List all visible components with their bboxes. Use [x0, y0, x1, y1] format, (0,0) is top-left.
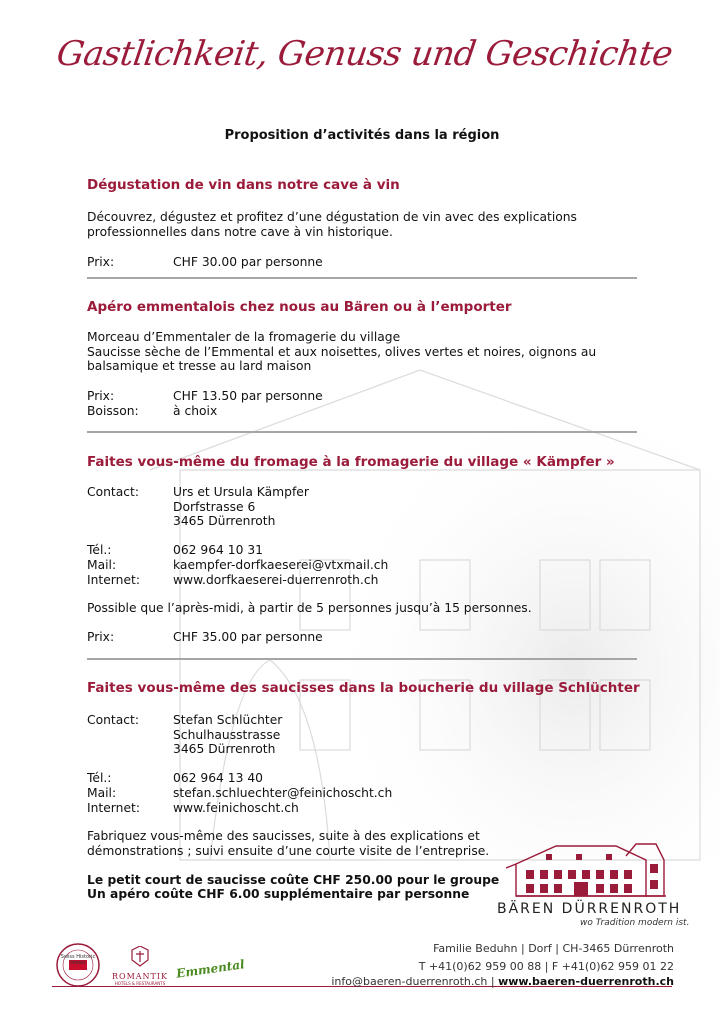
mail-label: Mail:	[87, 557, 117, 572]
drink-row	[87, 404, 637, 419]
contact-address-row	[87, 500, 637, 515]
section-apero	[87, 299, 637, 419]
price-label: Prix:	[87, 255, 115, 270]
section-title: Dégustation de vin dans notre cave à vin	[87, 177, 400, 193]
contact-street: Schulhausstrasse	[173, 727, 281, 742]
description-line: Fabriquez vous-même des saucisses, suite à des explications et	[87, 829, 480, 844]
contact-address-row	[87, 728, 637, 743]
apero-price-line: Un apéro coûte CHF 6.00 supplémentaire par personne	[87, 887, 470, 902]
web-label: Internet:	[87, 800, 140, 815]
mail-row	[87, 786, 637, 801]
tel-row	[87, 771, 637, 786]
contact-name: Stefan Schlüchter	[173, 713, 283, 727]
footer-email-link[interactable]: info@baeren-duerrenroth.ch	[331, 975, 488, 988]
contact-city-row	[87, 742, 637, 757]
section-title: Faites vous-même du fromage à la fromagerie du village « Kämpfer »	[87, 454, 615, 470]
contact-row	[87, 485, 637, 500]
swiss-historic-label: Swiss Historic Hotels	[60, 954, 96, 966]
drink-label: Boisson:	[87, 403, 139, 418]
group-price-line: Le petit court de saucisse coûte CHF 250.00 pour le groupe	[87, 872, 500, 887]
web-row	[87, 801, 637, 816]
brand-slogan: wo Tradition modern ist.	[580, 918, 690, 928]
tel-value: 062 964 13 40	[173, 771, 263, 786]
document-title: Proposition d’activités dans la région	[224, 128, 500, 143]
romantik-label: ROMANTIK	[111, 972, 169, 981]
footer-links	[331, 975, 674, 988]
contact-street: Dorfstrasse 6	[173, 499, 256, 514]
spacer	[87, 728, 173, 743]
description-line: Découvrez, dégustez et profitez d’une dégustation de vin avec des explications	[87, 210, 577, 224]
web-link[interactable]: www.dorfkaeserei-duerrenroth.ch	[173, 572, 379, 587]
tel-label: Tél.:	[87, 771, 112, 786]
spacer	[87, 500, 173, 515]
mail-row	[87, 558, 637, 573]
description-line: Morceau d’Emmentaler de la fromagerie du village	[87, 330, 401, 344]
description-line: balsamique et tresse au lard maison	[87, 359, 312, 374]
romantik-crest-icon	[110, 946, 170, 968]
emmental-logo: Emmental	[175, 957, 246, 981]
web-link[interactable]: www.feinichoscht.ch	[173, 800, 299, 815]
section-cheese-making	[87, 454, 637, 645]
footer-phones: T +41(0)62 959 00 88 | F +41(0)62 959 01 22	[418, 960, 674, 973]
contact-row	[87, 713, 637, 728]
web-label: Internet:	[87, 572, 140, 587]
divider	[87, 277, 637, 279]
price-value: CHF 13.50 par personne	[173, 389, 323, 404]
contact-city: 3465 Dürrenroth	[173, 742, 276, 757]
price-row	[87, 255, 637, 270]
section-wine-tasting	[87, 177, 637, 270]
divider	[87, 658, 637, 660]
footer-web-link[interactable]: www.baeren-duerrenroth.ch	[498, 975, 674, 988]
divider	[87, 431, 637, 433]
price-row	[87, 389, 637, 404]
price-row	[87, 630, 637, 645]
footer-separator: |	[487, 975, 499, 988]
romantik-logo	[110, 946, 170, 986]
description-line: Saucisse sèche de l’Emmental et aux noisettes, olives vertes et noires, oignons au	[87, 344, 597, 359]
tel-label: Tél.:	[87, 543, 112, 558]
section-title: Apéro emmentalois chez nous au Bären ou à l’emporter	[87, 299, 512, 315]
mail-label: Mail:	[87, 785, 117, 800]
header-tagline: Gastlichkeit, Genuss und Geschichte	[54, 34, 675, 74]
drink-value: à choix	[173, 403, 218, 418]
brand-name: BÄREN DÜRRENROTH	[497, 901, 682, 917]
tel-value: 062 964 10 31	[173, 543, 263, 558]
contact-label: Contact:	[87, 713, 139, 727]
price-label: Prix:	[87, 629, 115, 644]
description-line: professionnelles dans notre cave à vin historique.	[87, 224, 393, 239]
mail-link[interactable]: stefan.schluechter@feinichoscht.ch	[173, 785, 393, 800]
price-label: Prix:	[87, 389, 115, 404]
description-line: démonstrations ; suivi ensuite d’une courte visite de l’entreprise.	[87, 843, 490, 858]
spacer	[87, 742, 173, 757]
web-row	[87, 573, 637, 588]
mail-link[interactable]: kaempfer-dorfkaeserei@vtxmail.ch	[173, 557, 389, 572]
contact-city: 3465 Dürrenroth	[173, 514, 276, 529]
contact-name: Urs et Ursula Kämpfer	[173, 485, 309, 499]
contact-city-row	[87, 514, 637, 529]
price-value: CHF 35.00 par personne	[173, 629, 323, 644]
tel-row	[87, 543, 637, 558]
spacer	[87, 514, 173, 529]
footer-address: Familie Beduhn | Dorf | CH-3465 Dürrenroth	[433, 942, 674, 955]
contact-label: Contact:	[87, 485, 139, 499]
section-title: Faites vous-même des saucisses dans la boucherie du village Schlüchter	[87, 680, 640, 696]
swiss-historic-hotels-logo	[55, 942, 101, 988]
price-value: CHF 30.00 par personne	[173, 255, 323, 270]
romantik-sub-label: HOTELS & RESTAURANTS	[114, 981, 166, 986]
availability-note: Possible que l’après-midi, à partir de 5 personnes jusqu’à 15 personnes.	[87, 601, 532, 616]
baeren-building-logo	[496, 840, 676, 900]
